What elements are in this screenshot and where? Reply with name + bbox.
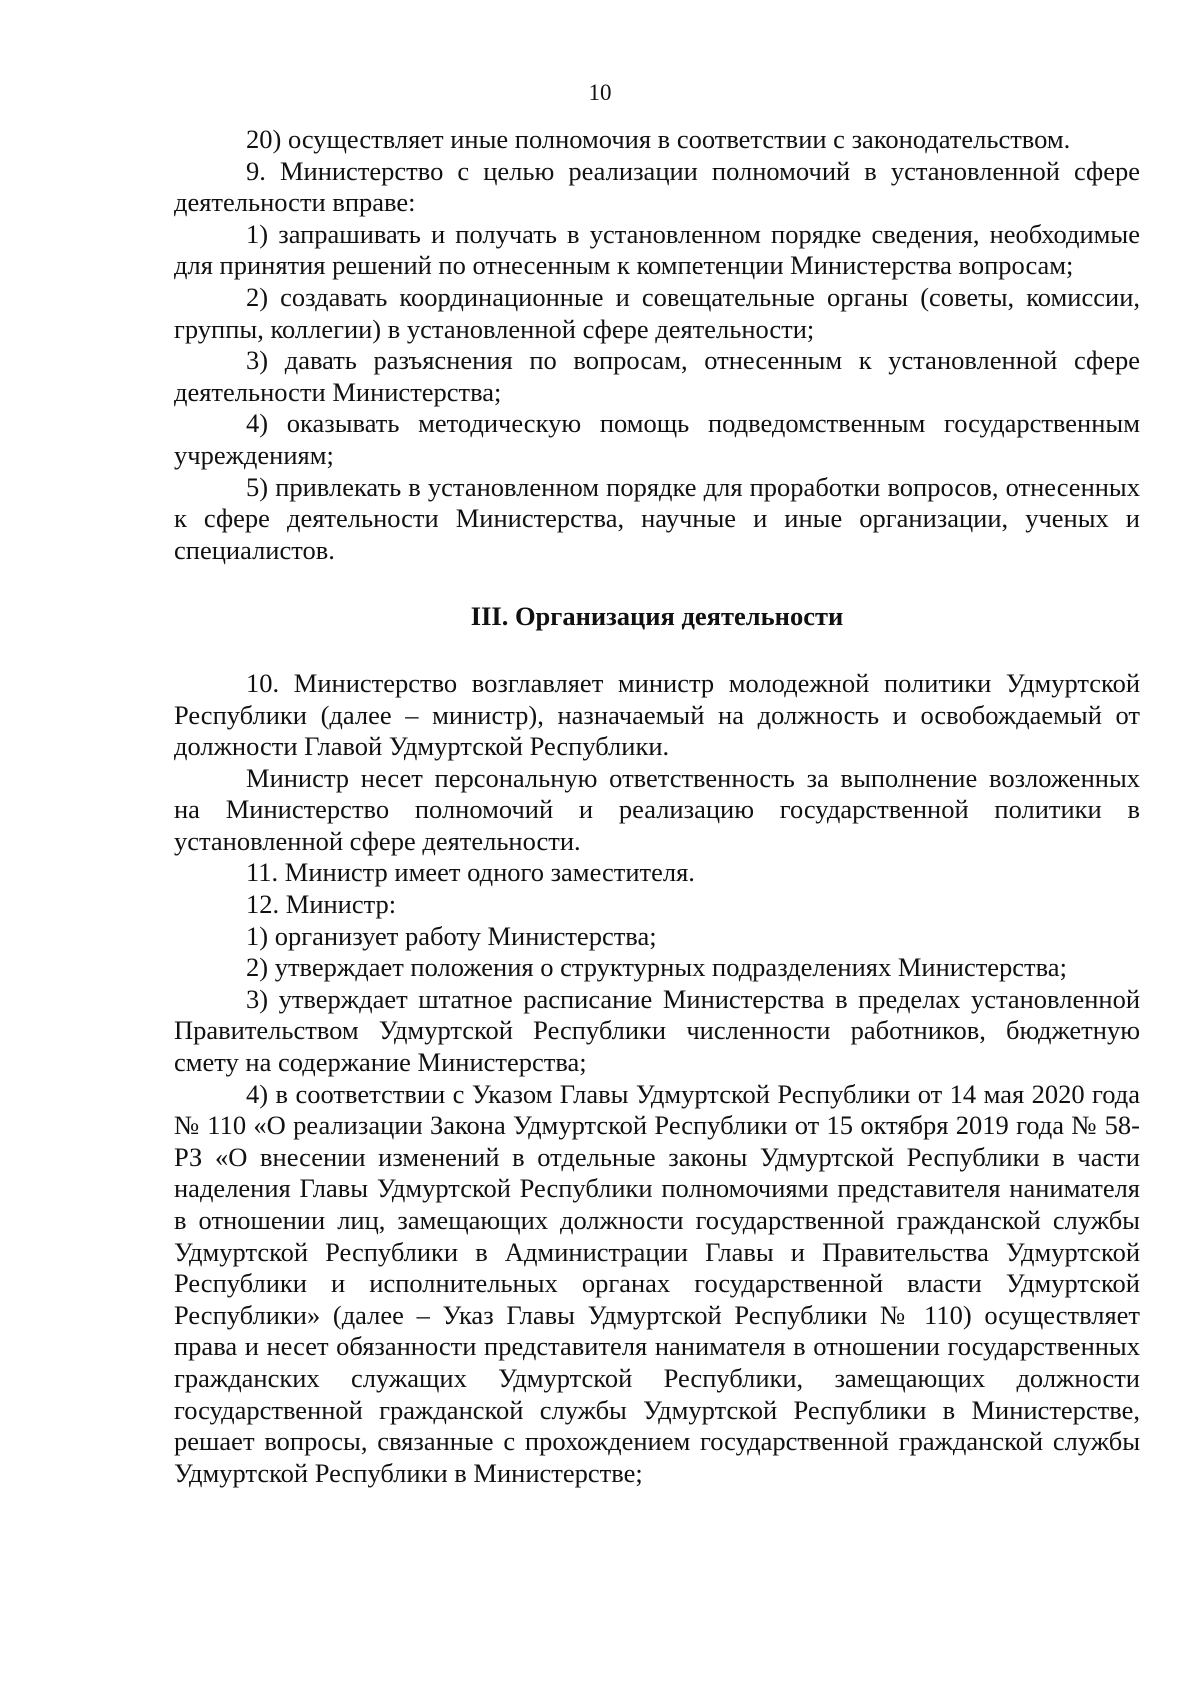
paragraph-duty-3: 3) утверждает штатное расписание Министерства в пределах установленной Правительством Удмуртской Республики численности работников, бюджетную смету на содержание Министерства;: [174, 983, 1140, 1078]
paragraph-right-2: 2) создавать координационные и совещательные органы (советы, комиссии, группы, коллегии) в установленной сфере деятельности;: [174, 281, 1140, 344]
paragraph-right-1: 1) запрашивать и получать в установленном порядке сведения, необходимые для принятия решений по отнесенным к компетенции Министерства вопросам;: [174, 218, 1140, 281]
section-heading: III. Организация деятельности: [470, 601, 844, 632]
paragraph-clause-12: 12. Министр:: [246, 889, 397, 920]
paragraph-right-5: 5) привлекать в установленном порядке для проработки вопросов, отнесенных к сфере деятельности Министерства, научные и иные организации, ученых и специалистов.: [174, 471, 1140, 565]
paragraph-duty-4: 4) в соответствии с Указом Главы Удмуртской Республики от 14 мая 2020 года № 110 «О реализации Закона Удмуртской Республики от 15 октября 2019 года № 58-РЗ «О внесении изменений в отдельные законы Удмуртской Республики в части наделения Главы Удмуртской Республики полномочиями представителя нанимателя в отношении лиц, замещающих должности государственной гражданской службы Удмуртской Республики в Администрации Главы и Правительства Удмуртской Республики и исполнительных органах государственной власти Удмуртской Республики» (далее – Указ Главы Удмуртской Республики № 110) осуществляет права и несет обязанности представителя нанимателя в отношении государственных гражданских служащих Удмуртской Республики, замещающих должности государственной гражданской службы Удмуртской Республики в Министерстве, решает вопросы, связанные с прохождением государственной гражданской службы Удмуртской Республики в Министерстве;: [174, 1078, 1140, 1488]
paragraph-minister-responsibility: Министр несет персональную ответственность за выполнение возложенных на Министерство полномочий и реализацию государственной политики в установленной сфере деятельности.: [174, 762, 1140, 856]
paragraph-right-3: 3) давать разъяснения по вопросам, отнесенным к установленной сфере деятельности Министерства;: [174, 345, 1140, 407]
paragraph-clause-11: 11. Министр имеет одного заместителя.: [246, 857, 695, 888]
paragraph-duty-1: 1) организует работу Министерства;: [246, 920, 657, 951]
paragraph-clause-10: 10. Министерство возглавляет министр молодежной политики Удмуртской Республики (далее – министр), назначаемый на должность и освобождаемый от должности Главой Удмуртской Республики.: [174, 667, 1140, 762]
document-body: [174, 124, 1140, 1489]
page-number: 10: [588, 80, 612, 105]
paragraph-duty-2: 2) утверждает положения о структурных подразделениях Министерства;: [246, 952, 1067, 983]
paragraph-item-20: 20) осуществляет иные полномочия в соответствии с законодательством.: [246, 124, 1071, 154]
paragraph-clause-9: 9. Министерство с целью реализации полномочий в установленной сфере деятельности вправе:: [174, 155, 1140, 218]
paragraph-right-4: 4) оказывать методическую помощь подведомственным государственным учреждениям;: [174, 408, 1140, 470]
